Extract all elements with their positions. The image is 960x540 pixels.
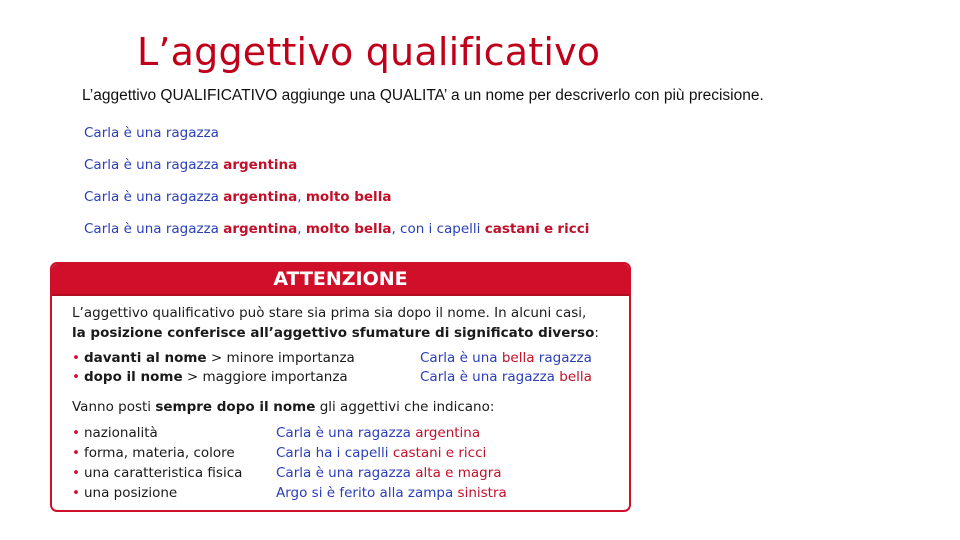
bullet: • [72,465,80,481]
example-adjective: ricci [557,221,590,237]
after-item-label: forma, materia, colore [83,445,235,461]
attention-header: ATTENZIONE [52,264,629,296]
after-example-physical [276,464,502,482]
after-item-position [72,484,177,502]
position-example-after [420,368,592,386]
after-intro-text: gli aggettivi che indicano: [315,399,495,415]
after-item-physical [72,464,242,482]
bullet: • [72,445,80,461]
example-separator: , con i capelli [391,221,481,237]
example-base: Argo si è ferito alla zampa [276,485,454,501]
bullet: • [72,425,80,441]
after-item-label: una posizione [83,485,178,501]
after-item-label: una caratteristica fisica [83,465,243,481]
after-intro-text: Vanno posti [72,399,156,415]
position-item-before [72,349,355,367]
after-item-label: nazionalità [83,425,158,441]
after-intro [72,398,494,416]
example-conjunction: e [445,465,454,481]
position-label: dopo il nome [83,369,183,385]
example-list [84,124,589,252]
after-item-nationality [72,424,158,442]
bullet: • [72,369,80,385]
example-row-3 [84,188,589,220]
intro-emphasis: la posizione conferisce all’aggettivo sfumature di significato diverso [72,325,595,341]
definition-text: L’aggettivo QUALIFICATIVO aggiunge una QUALITA’ a un nome per descriverlo con più precisione. [82,87,764,104]
example-base: Carla è una ragazza [420,369,555,385]
example-row-1 [84,124,589,156]
example-conjunction: e [445,445,455,461]
after-example-shape [276,444,486,462]
example-adjective: bella [501,350,535,366]
example-adjective: sinistra [457,485,507,501]
example-adjective: alta [415,465,441,481]
example-conjunction: e [543,221,554,237]
example-separator: , [297,221,302,237]
example-base: Carla è una ragazza [84,157,219,173]
example-adjective: argentina [223,157,298,173]
example-adjective: molto bella [305,189,392,205]
page-title: L’aggettivo qualificativo [137,30,601,74]
position-label: davanti al nome [83,350,207,366]
intro-colon: : [594,325,599,341]
example-separator: , [297,189,302,205]
position-meaning: > maggiore importanza [182,369,348,385]
position-meaning: > minore importanza [206,350,355,366]
example-base: Carla è una ragazza [276,465,411,481]
example-adjective: argentina [223,189,298,205]
bullet: • [72,350,80,366]
after-item-shape [72,444,235,462]
example-row-2 [84,156,589,188]
example-base: Carla è una ragazza [84,189,219,205]
example-adjective: castani [392,445,442,461]
example-adjective: magra [457,465,502,481]
intro-line-2 [72,324,599,342]
example-base: Carla è una ragazza [84,221,219,237]
after-example-position [276,484,507,502]
example-base: Carla ha i capelli [276,445,389,461]
example-base: ragazza [538,350,592,366]
example-adjective: molto bella [305,221,392,237]
after-intro-emphasis: sempre dopo il nome [155,399,316,415]
example-adjective: argentina [223,221,298,237]
position-example-before [420,349,592,367]
bullet: • [72,485,80,501]
example-adjective: ricci [458,445,487,461]
example-row-4 [84,220,589,252]
example-base: Carla è una ragazza [84,125,219,141]
position-item-after [72,368,348,386]
example-base: Carla è una ragazza [276,425,411,441]
example-adjective: bella [559,369,592,385]
example-adjective: castani [484,221,540,237]
example-base: Carla è una [420,350,498,366]
intro-line-1: L’aggettivo qualificativo può stare sia prima sia dopo il nome. In alcuni casi, [72,305,587,321]
attention-box [50,262,631,512]
after-example-nationality [276,424,480,442]
example-adjective: argentina [415,425,481,441]
